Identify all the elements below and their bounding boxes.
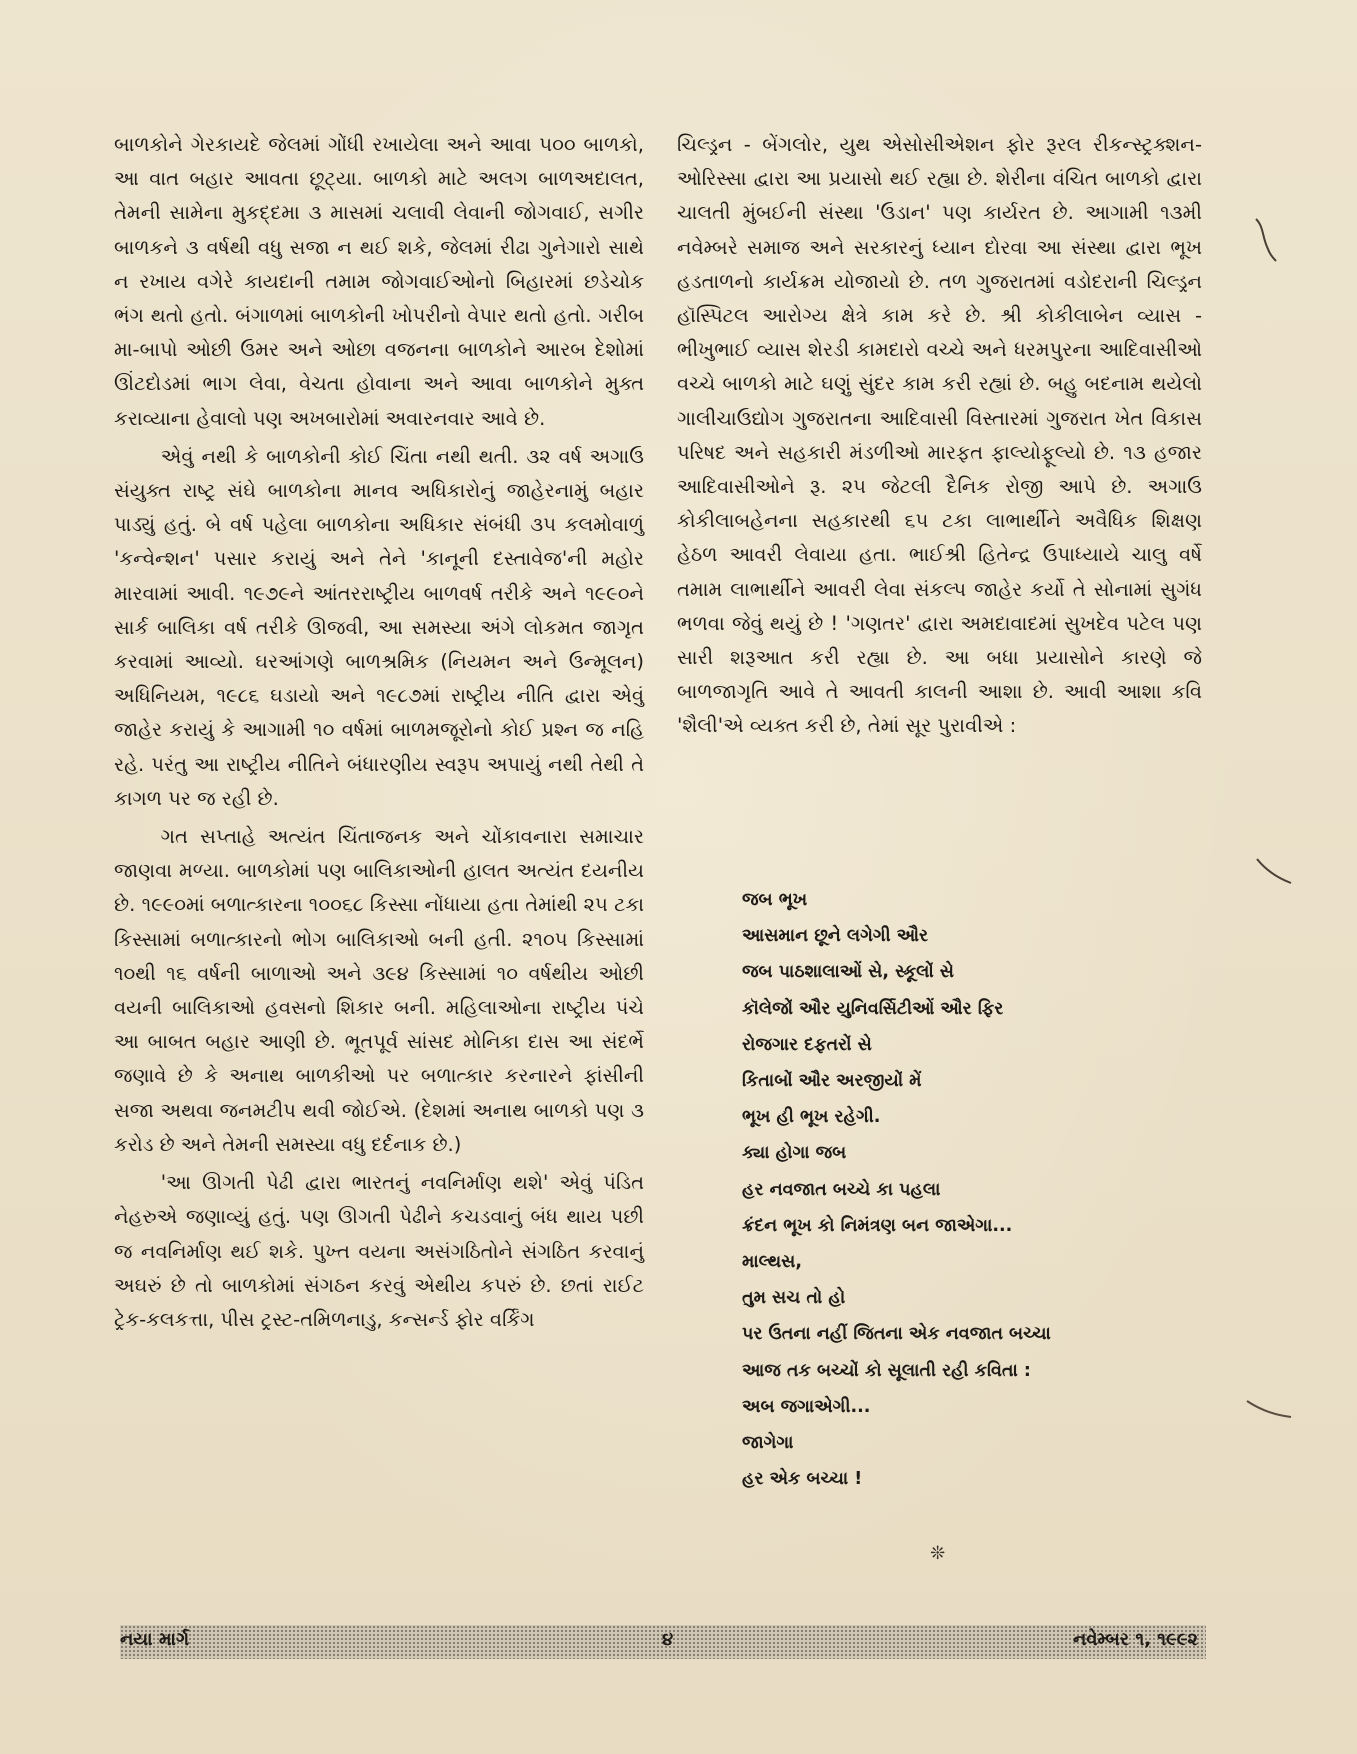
poem-line: કિતાબોં ઔર અરજીયોં મેં (742, 1071, 922, 1092)
page-number: ૪ (662, 1629, 674, 1650)
right-paragraph-1: ચિલ્ડ્રન - બેંગલોર, યુથ એસોસીએશન ફોર રૂરલ રીકન્સ્ટ્રક્શન-ઓરિસ્સા દ્વારા આ પ્રયાસો થઈ રહ્યા છે. શેરીના વંચિત બાળકો દ્વારા ચાલતી મુંબઈની સંસ્થા 'ઉડાન' પણ કાર્યરત છે. આગામી ૧૩મી નવેમ્બરે સમાજ અને સરકારનું ધ્યાન દોરવા આ સંસ્થા દ્વારા ભૂખ હડતાળનો કાર્યક્રમ યોજાયો છે. તળ ગુજરાતમાં વડોદરાની ચિલ્ડ્રન હૉસ્પિટલ આરોગ્ય ક્ષેત્રે કામ કરે છે. શ્રી કોકીલાબેન વ્યાસ - ભીખુભાઈ વ્યાસ શેરડી કામદારો વચ્ચે અને ધરમપુરના આદિવાસીઓ વચ્ચે બાળકો માટે ઘણું સુંદર કામ કરી રહ્યાં છે. બહુ બદનામ થયેલો ગાલીચાઉદ્યોગ ગુજરાતના આદિવાસી વિસ્તારમાં ગુજરાત ખેત વિકાસ પરિષદ અને સહકારી મંડળીઓ મારફત ફાલ્યોફૂલ્યો છે. ૧૩ હજાર આદિવાસીઓને રૂ. ૨૫ જેટલી દૈનિક રોજી આપે છે. અગાઉ કોકીલાબહેનના સહકારથી ૬૫ ટકા લાભાર્થીને અવૈધિક શિક્ષણ હેઠળ આવરી લેવાયા હતા. ભાઈશ્રી હિતેન્દ્ર ઉપાધ્યાયે ચાલુ વર્ષે તમામ લાભાર્થીને આવરી લેવા સંકલ્પ જાહેર કર્યો તે સોનામાં સુગંધ ભળવા જેવું થયું છે ! 'ગણતર' દ્વારા અમદાવાદમાં સુખદેવ પટેલ પણ સારી શરૂઆત કરી રહ્યા છે. આ બધા પ્રયાસોને કારણે જે બાળજાગૃતિ આવે તે આવતી કાલની આશા છે. આવી આશા કવિ 'શૈલી'એ વ્યક્ત કરી છે, તેમાં સૂર પુરાવીએ : (677, 133, 1202, 738)
poem-line: માલ્થસ, (742, 1252, 802, 1273)
poem-line: ક્યા હોગા જબ (742, 1143, 847, 1164)
poem-line: હર નવજાત બચ્ચે કા પહલા (742, 1179, 941, 1200)
right-column (677, 128, 1202, 744)
poem-line: અબ જગાએગી... (742, 1396, 871, 1417)
paper-tear-mark (1245, 1395, 1295, 1425)
poem-line: કૉલેજોં ઔર યુનિવર્સિટીઓં ઔર ફિર (742, 998, 1004, 1019)
poem (742, 882, 1202, 1497)
left-paragraph-1: બાળકોને ગેરકાયદે જેલમાં ગોંધી રખાયેલા અને આવા ૫૦૦ બાળકો, આ વાત બહાર આવતા છૂટ્યા. બાળકો માટે અલગ બાળઅદાલત, તેમની સામેના મુકદ્દમા ૩ માસમાં ચલાવી લેવાની જોગવાઈ, સગીર બાળકને ૩ વર્ષથી વધુ સજા ન થઈ શકે, જેલમાં રીઢા ગુનેગારો સાથે ન રખાય વગેરે કાયદાની તમામ જોગવાઈઓનો બિહારમાં છડેચોક ભંગ થતો હતો. બંગાળમાં બાળકોની ખોપરીનો વેપાર થતો હતો. ગરીબ મા-બાપો ઓછી ઉમર અને ઓછા વજનના બાળકોને આરબ દેશોમાં ઊંટદોડમાં ભાગ લેવા, વેચતા હોવાના અને આવા બાળકોને મુક્ત કરાવ્યાના હેવાલો પણ અખબારોમાં અવારનવાર આવે છે. (114, 133, 644, 430)
left-paragraph-3: ગત સપ્તાહે અત્યંત ચિંતાજનક અને ચોંકાવનારા સમાચાર જાણવા મળ્યા. બાળકોમાં પણ બાલિકાઓની હાલત અત્યંત દયનીય છે. ૧૯૯૦માં બળાત્કારના ૧૦૦૬૮ કિસ્સા નોંધાયા હતા તેમાંથી ૨૫ ટકા કિસ્સામાં બળાત્કારનો ભોગ બાલિકાઓ બની હતી. ૨૧૦૫ કિસ્સામાં ૧૦થી ૧૬ વર્ષની બાળાઓ અને ૩૯૪ કિસ્સામાં ૧૦ વર્ષથીય ઓછી વયની બાલિકાઓ હવસનો શિકાર બની. મહિલાઓના રાષ્ટ્રીય પંચે આ બાબત બહાર આણી છે. ભૂતપૂર્વ સાંસદ મોનિકા દાસ આ સંદર્ભે જણાવે છે કે અનાથ બાળકીઓ પર બળાત્કાર કરનારને ફાંસીની સજા અથવા જનમટીપ થવી જોઈએ. (દેશમાં અનાથ બાળકો પણ ૩ કરોડ છે અને તેમની સમસ્યા વધુ દર્દનાક છે.) (114, 825, 644, 1156)
page-footer (120, 1625, 1206, 1659)
poem-line: જબ ભૂખ (742, 890, 808, 910)
left-paragraph-2: એવું નથી કે બાળકોની કોઈ ચિંતા નથી થતી. ૩૨ વર્ષ અગાઉ સંયુક્ત રાષ્ટ્ર સંઘે બાળકોના માનવ અધિકારોનું જાહેરનામું બહાર પાડ્યું હતું. બે વર્ષ પહેલા બાળકોના અધિકાર સંબંધી ૩૫ કલમોવાળું 'કન્વેન્શન' પસાર કરાયું અને તેને 'કાનૂની દસ્તાવેજ'ની મહોર મારવામાં આવી. ૧૯૭૯ને આંતરરાષ્ટ્રીય બાળવર્ષ તરીકે અને ૧૯૯૦ને સાર્ક બાલિકા વર્ષ તરીકે ઊજવી, આ સમસ્યા અંગે લોકમત જાગૃત કરવામાં આવ્યો. ઘરઆંગણે બાળશ્રમિક (નિયમન અને ઉન્મૂલન) અધિનિયમ, ૧૯૮૬ ઘડાયો અને ૧૯૮૭માં રાષ્ટ્રીય નીતિ દ્વારા એવું જાહેર કરાયું કે આગામી ૧૦ વર્ષમાં બાળમજૂરોનો કોઈ પ્રશ્ન જ નહિ રહે. પરંતુ આ રાષ્ટ્રીય નીતિને બંધારણીય સ્વરૂપ અપાયું નથી તેથી તે કાગળ પર જ રહી છે. (114, 444, 644, 810)
issue-date: નવેમ્બર ૧, ૧૯૯૨ (1072, 1629, 1198, 1650)
poem-line: જબ પાઠશાલાઓં સે, સ્કૂલોં સે (742, 962, 954, 983)
poem-line: હર એક બચ્ચા ! (742, 1469, 863, 1490)
left-paragraph-4: 'આ ઊગતી પેઢી દ્વારા ભારતનું નવનિર્માણ થશે' એવું પંડિત નેહરુએ જણાવ્યું હતું. પણ ઊગતી પેઢીને કચડવાનું બંધ થાય પછી જ નવનિર્માણ થઈ શકે. પુખ્ત વયના અસંગઠિતોને સંગઠિત કરવાનું અઘરું છે તો બાળકોમાં સંગઠન કરવું એથીય કપરું છે. છતાં રાઈટ ટ્રેક-કલકત્તા, પીસ ટ્રસ્ટ-તમિળનાડુ, કન્સર્ન્ડ ફોર વર્કિંગ (114, 1171, 644, 1331)
poem-line: રોજગાર દફતરોં સે (742, 1034, 872, 1055)
end-ornament-icon: ❊ (930, 1543, 946, 1564)
poem-line: ભૂખ હી ભૂખ રહેગી. (742, 1107, 881, 1128)
left-column (114, 128, 644, 1337)
poem-line: પર ઉતના નહીં જિતના એક નવજાત બચ્ચા (742, 1324, 1051, 1345)
poem-line: આસમાન છૂને લગેગી ઔર (742, 926, 929, 947)
paper-tear-mark (1255, 855, 1295, 895)
poem-line: આજ તક બચ્ચોં કો સૂલાતી રહી કવિતા : (742, 1360, 1031, 1381)
paper-tear-mark (1250, 215, 1280, 265)
poem-line: જાગેગા (742, 1433, 794, 1454)
publication-name: નયા માર્ગ (120, 1629, 190, 1650)
poem-line: ક્રંદન ભૂખ કો નિમંત્રણ બન જાએગા... (742, 1215, 1013, 1236)
poem-line: તુમ સચ તો હો (742, 1288, 846, 1309)
